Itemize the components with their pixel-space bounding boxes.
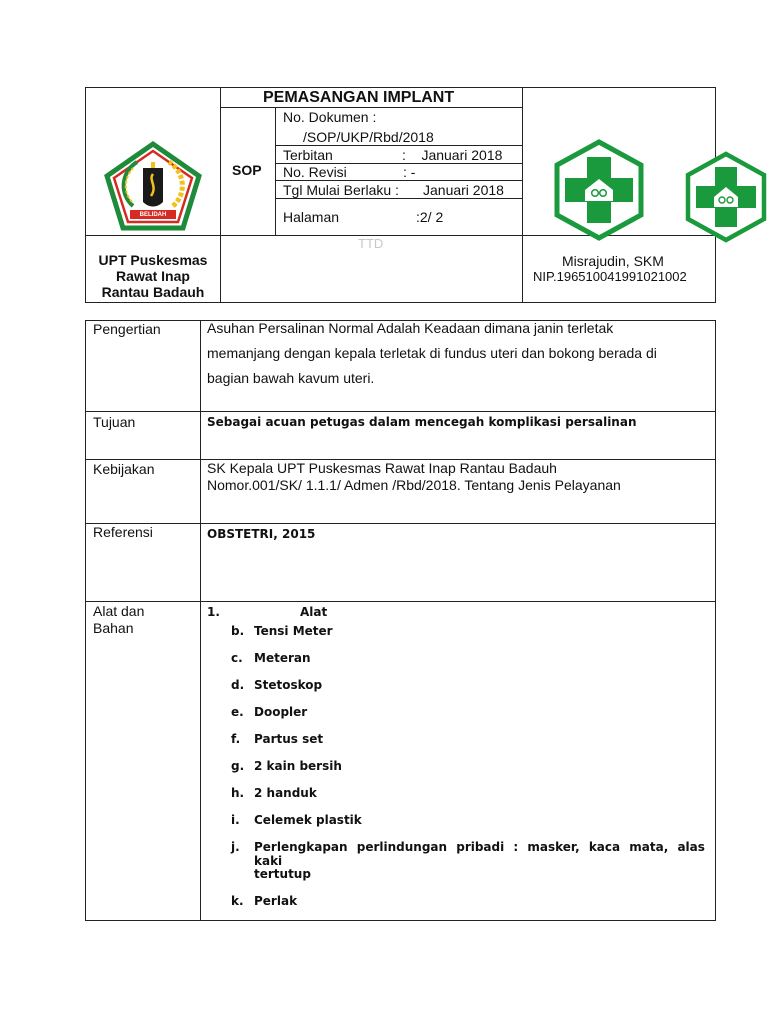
halaman-label: Halaman — [283, 209, 340, 225]
kebijakan-text: SK Kepala UPT Puskesmas Rawat Inap Rantau Badauh Nomor.001/SK/ 1.1.1/ Admen /Rbd/2018. Tentang Jenis Pelayanan — [207, 460, 621, 493]
signer-nip: NIP.196510041991021002 — [533, 269, 687, 284]
institution-name: UPT Puskesmas Rawat Inap Rantau Badauh — [98, 252, 208, 300]
puskesmas-logo-small — [683, 151, 768, 243]
ttd-text: TTD — [358, 236, 384, 251]
referensi-label: Referensi — [93, 524, 153, 540]
doc-no-value: /SOP/UKP/Rbd/2018 — [303, 129, 434, 145]
referensi-text: OBSTETRI, 2015 — [207, 527, 316, 541]
pengertian-label: Pengertian — [93, 321, 161, 337]
alat-heading: Alat — [300, 605, 328, 619]
tujuan-text: Sebagai acuan petugas dalam mencegah komplikasi persalinan — [207, 415, 637, 429]
sop-document: BELIDAH SOP PEMASANGAN IMPLANT No. Dokumen : /SOP/UKP/Rbd/2018 Terbitan : Januari 2018 No. Revisi : - Tgl Mulai Berlaku : Januari 2018 Halaman :2/ 2 TTD UPT Puskesmas Rawat Inap Rantau Badauh Misrajudin, SKM NIP.196510041991021002 Pengertian Asuhan Persalinan Normal Adalah Keadaan dimana janin terletak memanjang dengan kepala terletak di fundus uteri dan bokong berada di bagian bawah kavum uteri. Tujuan Sebagai acuan petugas dalam mencegah komplikasi persalinan Kebijakan SK Kepala UPT Puskesmas Rawat Inap Rantau Badauh Nomor.001/SK/ 1.1.1/ Admen /Rbd/2018. Tentang Jenis Pelayanan Referensi OBSTETRI, 2015 Alat dan Bahan 1. Alat b. Tensi Meter c. Meteran d. Stetoskop e. Doopler f. Partus set g. 2 kain bersih h. 2 handuk i. Celemek plastik j. Perlengkapan perlindungan pribadi : masker, kaca mata, alas kaki tertutup k. Perlak — [0, 0, 768, 1024]
logo-banner-text: BELIDAH — [139, 212, 167, 218]
tujuan-label: Tujuan — [93, 414, 136, 430]
regency-logo — [103, 140, 203, 232]
sop-label: SOP — [232, 162, 262, 178]
puskesmas-logo-large — [552, 139, 646, 241]
revisi-label: No. Revisi — [283, 164, 347, 180]
alat-heading-number: 1. — [207, 605, 220, 619]
terbitan-label: Terbitan — [283, 147, 333, 163]
document-title: PEMASANGAN IMPLANT — [263, 89, 455, 106]
halaman-value: :2/ 2 — [416, 209, 444, 225]
pengertian-text: Asuhan Persalinan Normal Adalah Keadaan dimana janin terletak memanjang dengan kepala terletak di fundus uteri dan bokong berada di bagian bawah kavum uteri. — [207, 320, 657, 386]
doc-no-label: No. Dokumen : — [283, 109, 377, 125]
tgl-value: Januari 2018 — [423, 182, 504, 198]
kebijakan-label: Kebijakan — [93, 461, 155, 477]
tgl-label: Tgl Mulai Berlaku : — [283, 182, 399, 198]
terbitan-value: : Januari 2018 — [402, 147, 503, 163]
signer-name: Misrajudin, SKM — [562, 253, 664, 269]
revisi-value: : - — [403, 164, 416, 180]
alat-bahan-label: Alat dan Bahan — [93, 603, 145, 636]
